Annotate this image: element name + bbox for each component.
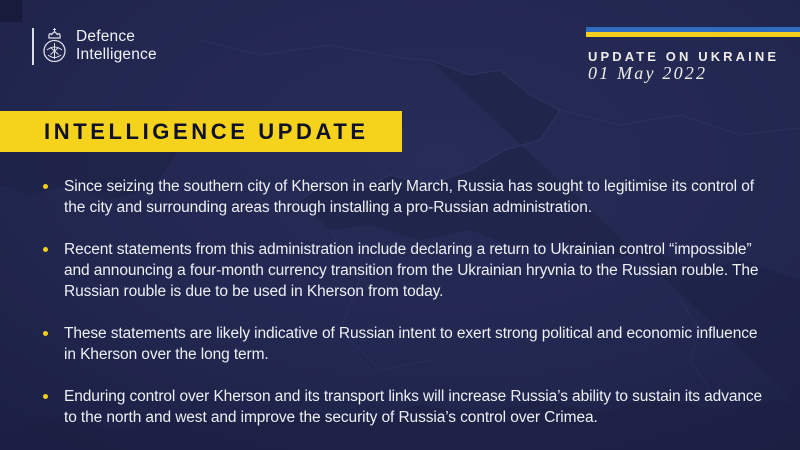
bullet-item-1 <box>42 176 764 218</box>
bullet-text-4: Enduring control over Kherson and its transport links will increase Russia’s ability to sustain its advance to the north and west and improve the security of Russia’s control over Crimea. <box>64 388 763 426</box>
logo-wordmark <box>76 28 157 64</box>
logo-divider <box>32 28 34 65</box>
bullet-text-1: Since seizing the southern city of Kherson in early March, Russia has sought to legitimise its control of the city and surrounding areas through installing a pro-Russian administration. <box>64 178 754 216</box>
bullet-item-2 <box>42 239 764 302</box>
bullet-text-2: Recent statements from this administration include declaring a return to Ukrainian control “impossible” and announcing a four-month currency transition from the Ukrainian hryvnia to the Russian rouble. The Russian rouble is due to be used in Kherson from today. <box>64 241 759 300</box>
update-on-ukraine-title: UPDATE ON UKRAINE <box>588 49 780 64</box>
bullet-dot-icon <box>43 394 48 399</box>
intelligence-update-banner <box>0 111 402 152</box>
update-date: 01 May 2022 <box>588 63 708 83</box>
flag-yellow-band <box>586 32 800 37</box>
logo-line1: Defence <box>76 28 136 45</box>
bullet-item-3 <box>42 323 764 365</box>
ukraine-flag-stripe <box>586 27 800 37</box>
bullet-dot-icon <box>43 184 48 189</box>
map-texture-square <box>0 0 22 22</box>
bullet-text-3: These statements are likely indicative of Russian intent to exert strong political and economic influence in Kherson over the long term. <box>64 325 758 363</box>
bullet-list <box>42 176 764 449</box>
bullet-dot-icon <box>43 247 48 252</box>
mod-crest-icon <box>41 26 68 66</box>
defence-intelligence-logo <box>32 26 157 66</box>
banner-label: INTELLIGENCE UPDATE <box>44 118 369 144</box>
bullet-dot-icon <box>43 331 48 336</box>
logo-line2: Intelligence <box>76 46 157 63</box>
bullet-item-4 <box>42 386 764 428</box>
